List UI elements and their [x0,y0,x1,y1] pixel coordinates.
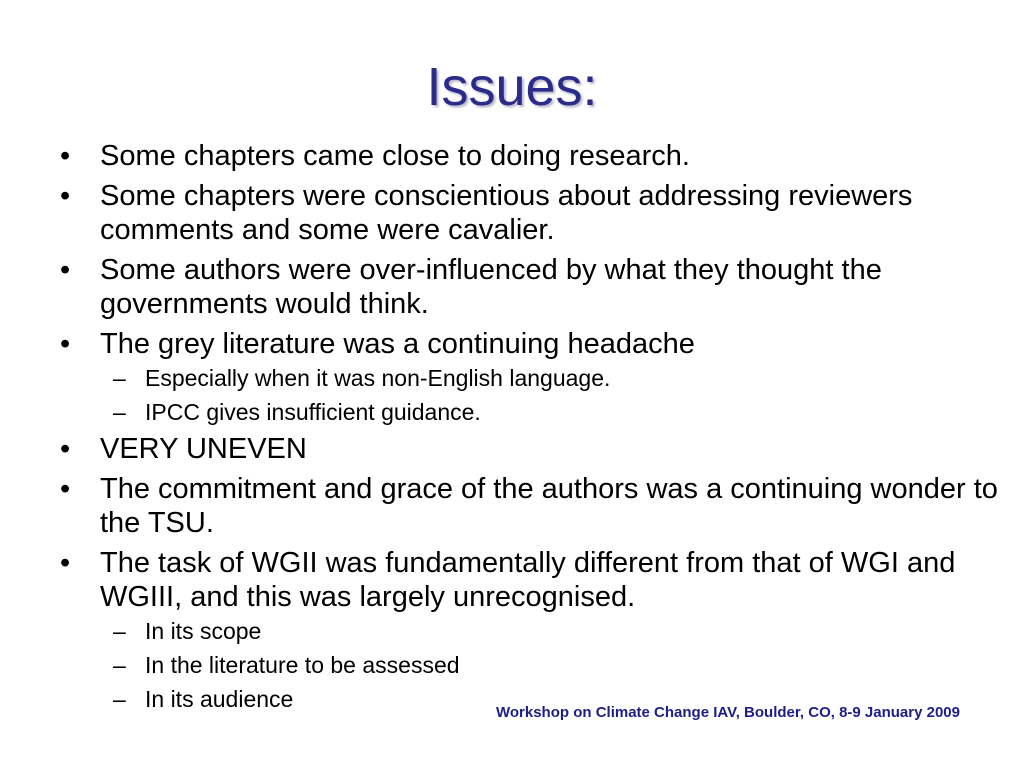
bullet-marker: • [60,473,71,505]
slide-title: Issues: [426,57,598,117]
bullet-list [0,139,1024,719]
dash-marker: – [113,399,126,425]
bullet-marker: • [60,180,71,212]
bullet-text: Some chapters were conscientious about addressing reviewers comments and some were cavalier. [100,180,913,246]
bullet-item [0,179,1024,247]
dash-marker: – [113,365,126,391]
sub-bullet-text: Especially when it was non-English language. [145,365,611,391]
sub-bullet-item [0,617,1024,645]
bullet-item [0,432,1024,466]
sub-bullet-text: In the literature to be assessed [145,652,460,678]
bullet-marker: • [60,547,71,579]
sub-bullet-item [0,651,1024,679]
bullet-item [0,253,1024,321]
bullet-text: The commitment and grace of the authors was a continuing wonder to the TSU. [100,473,998,539]
bullet-text: The task of WGII was fundamentally different from that of WGI and WGIII, and this was largely unrecognised. [100,547,956,613]
bullet-text: The grey literature was a continuing headache [100,328,695,360]
bullet-item [0,472,1024,540]
bullet-text: Some chapters came close to doing research. [100,140,690,172]
footer-caption: Workshop on Climate Change IAV, Boulder, CO, 8-9 January 2009 [495,704,960,721]
bullet-item [0,546,1024,614]
sub-bullet-item [0,398,1024,426]
bullet-item [0,327,1024,361]
dash-marker: – [113,618,126,644]
bullet-text: VERY UNEVEN [100,433,307,465]
sub-bullet-text: In its audience [145,686,294,712]
bullet-item [0,139,1024,173]
sub-bullet-text: In its scope [145,618,262,644]
bullet-marker: • [60,433,71,465]
bullet-marker: • [60,254,71,286]
dash-marker: – [113,652,126,678]
bullet-marker: • [60,328,71,360]
bullet-text: Some authors were over-influenced by what they thought the governments would think. [100,254,882,320]
dash-marker: – [113,686,126,712]
sub-bullet-text: IPCC gives insufficient guidance. [145,399,481,425]
bullet-marker: • [60,140,71,172]
sub-bullet-item [0,364,1024,392]
